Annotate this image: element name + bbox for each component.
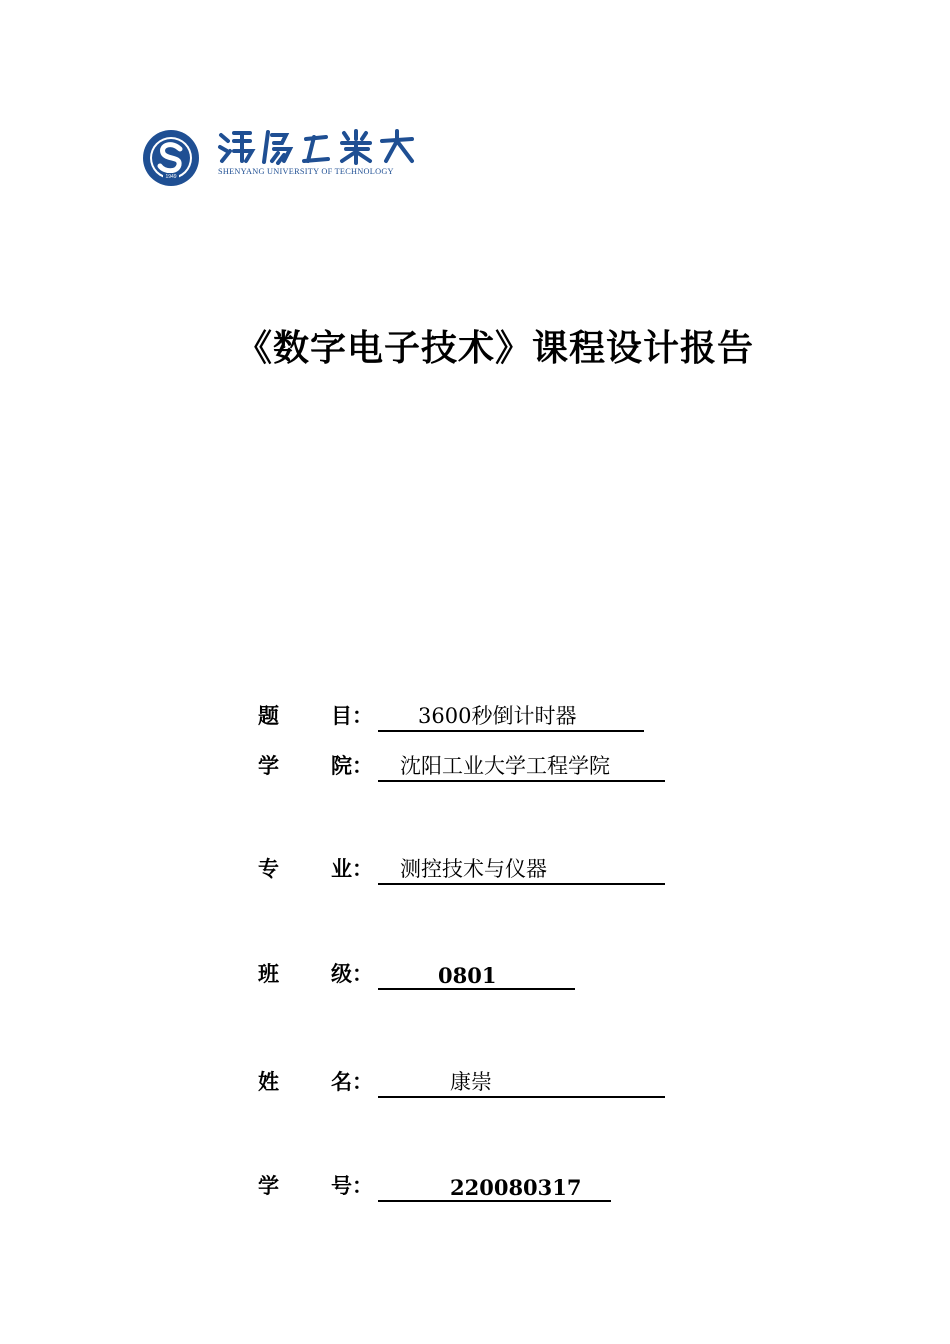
class-value: 0801	[438, 963, 497, 988]
field-value	[378, 853, 665, 885]
name-value: 康崇	[450, 1070, 492, 1094]
field-label-char: 目：	[331, 703, 373, 728]
field-value	[378, 963, 575, 990]
field-label-char: 专	[258, 856, 279, 881]
field-label-char: 姓	[258, 1069, 279, 1094]
field-label-char: 题	[258, 703, 279, 728]
university-name-english: SHENYANG UNIVERSITY OF TECHNOLOGY	[218, 167, 394, 176]
university-name-calligraphy-icon	[216, 127, 426, 165]
student-id-value: 220080317	[450, 1175, 582, 1200]
topic-value: 3600秒倒计时器	[418, 704, 577, 728]
college-value: 沈阳工业大学工程学院	[400, 754, 610, 778]
field-value	[378, 1175, 611, 1202]
field-value	[378, 700, 644, 732]
major-value: 测控技术与仪器	[400, 857, 547, 881]
field-label-char: 级：	[331, 961, 373, 986]
field-value	[378, 1066, 665, 1098]
field-label-char: 学	[258, 753, 279, 778]
field-label-char: 学	[258, 1173, 279, 1198]
field-label-char: 院：	[331, 753, 373, 778]
seal-year: 1949	[165, 174, 177, 180]
university-seal-icon	[142, 129, 200, 187]
university-logo	[142, 125, 432, 185]
field-label-char: 业：	[331, 856, 373, 881]
field-label-char: 班	[258, 961, 279, 986]
field-label-char: 号：	[331, 1173, 373, 1198]
report-title: 《数字电子技术》课程设计报告	[235, 327, 754, 369]
field-value	[378, 750, 665, 782]
field-label-char: 名：	[331, 1069, 373, 1094]
